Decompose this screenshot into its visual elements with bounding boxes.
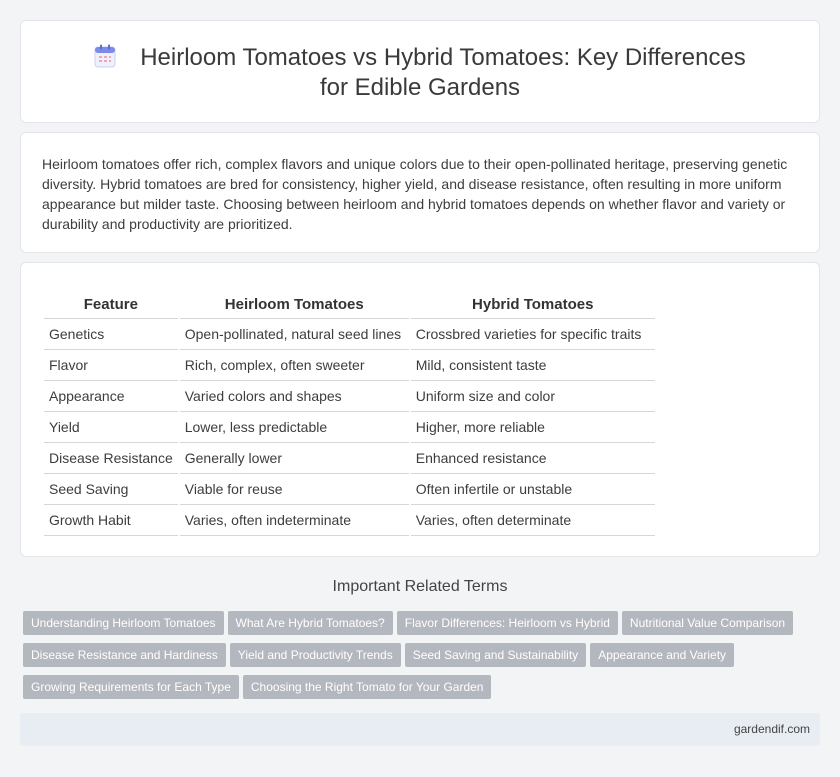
header-card xyxy=(20,20,820,123)
cell-hybrid: Enhanced resistance xyxy=(411,443,655,474)
related-tag[interactable]: Disease Resistance and Hardiness xyxy=(23,643,226,667)
cell-heirloom: Open-pollinated, natural seed lines xyxy=(180,319,409,350)
header-hybrid: Hybrid Tomatoes xyxy=(411,291,655,319)
table-row xyxy=(44,350,655,381)
footer-site-link[interactable]: gardendif.com xyxy=(733,722,810,736)
cell-feature: Growth Habit xyxy=(44,505,178,536)
related-tag[interactable]: Yield and Productivity Trends xyxy=(230,643,401,667)
cell-hybrid: Mild, consistent taste xyxy=(411,350,655,381)
cell-feature: Seed Saving xyxy=(44,474,178,505)
related-terms-title: Important Related Terms xyxy=(332,578,508,595)
table-row xyxy=(44,412,655,443)
comparison-table xyxy=(42,291,657,536)
cell-feature: Appearance xyxy=(44,381,178,412)
table-row xyxy=(44,443,655,474)
related-tag[interactable]: Growing Requirements for Each Type xyxy=(23,675,239,699)
header-feature: Feature xyxy=(44,291,178,319)
table-row xyxy=(44,474,655,505)
related-tag[interactable]: Flavor Differences: Heirloom vs Hybrid xyxy=(397,611,618,635)
header-heirloom: Heirloom Tomatoes xyxy=(180,291,409,319)
cell-heirloom: Varies, often indeterminate xyxy=(180,505,409,536)
footer xyxy=(20,713,820,746)
cell-hybrid: Varies, often determinate xyxy=(411,505,655,536)
cell-heirloom: Generally lower xyxy=(180,443,409,474)
intro-card xyxy=(20,132,820,253)
intro-text: Heirloom tomatoes offer rich, complex flavors and unique colors due to their open-pollinated heritage, preserving genetic diversity. Hybrid tomatoes are bred for consistency, higher yield, and disease resistance, often resulting in more uniform appearance but milder taste. Choosing between heirloom and hybrid tomatoes depends on whether flavor and variety or durability and productivity are prioritized. xyxy=(42,156,788,232)
cell-heirloom: Viable for reuse xyxy=(180,474,409,505)
cell-heirloom: Lower, less predictable xyxy=(180,412,409,443)
table-header-row xyxy=(44,291,655,319)
table-row xyxy=(44,381,655,412)
cell-hybrid: Higher, more reliable xyxy=(411,412,655,443)
cell-hybrid: Crossbred varieties for specific traits xyxy=(411,319,655,350)
cell-hybrid: Often infertile or unstable xyxy=(411,474,655,505)
table-row xyxy=(44,319,655,350)
related-tag[interactable]: Choosing the Right Tomato for Your Garden xyxy=(243,675,492,699)
page-title-wrap xyxy=(21,43,819,103)
table-row xyxy=(44,505,655,536)
cell-feature: Flavor xyxy=(44,350,178,381)
related-tag[interactable]: Nutritional Value Comparison xyxy=(622,611,793,635)
cell-feature: Disease Resistance xyxy=(44,443,178,474)
comparison-card xyxy=(20,262,820,557)
related-tag[interactable]: What Are Hybrid Tomatoes? xyxy=(228,611,393,635)
cell-heirloom: Varied colors and shapes xyxy=(180,381,409,412)
cell-hybrid: Uniform size and color xyxy=(411,381,655,412)
related-tag[interactable]: Understanding Heirloom Tomatoes xyxy=(23,611,224,635)
cell-heirloom: Rich, complex, often sweeter xyxy=(180,350,409,381)
calendar-icon xyxy=(94,44,116,68)
related-tag[interactable]: Seed Saving and Sustainability xyxy=(405,643,586,667)
related-terms-list xyxy=(23,611,813,707)
related-tag[interactable]: Appearance and Variety xyxy=(590,643,734,667)
cell-feature: Genetics xyxy=(44,319,178,350)
page-title: Heirloom Tomatoes vs Hybrid Tomatoes: Key Differences for Edible Gardens xyxy=(140,44,746,101)
cell-feature: Yield xyxy=(44,412,178,443)
